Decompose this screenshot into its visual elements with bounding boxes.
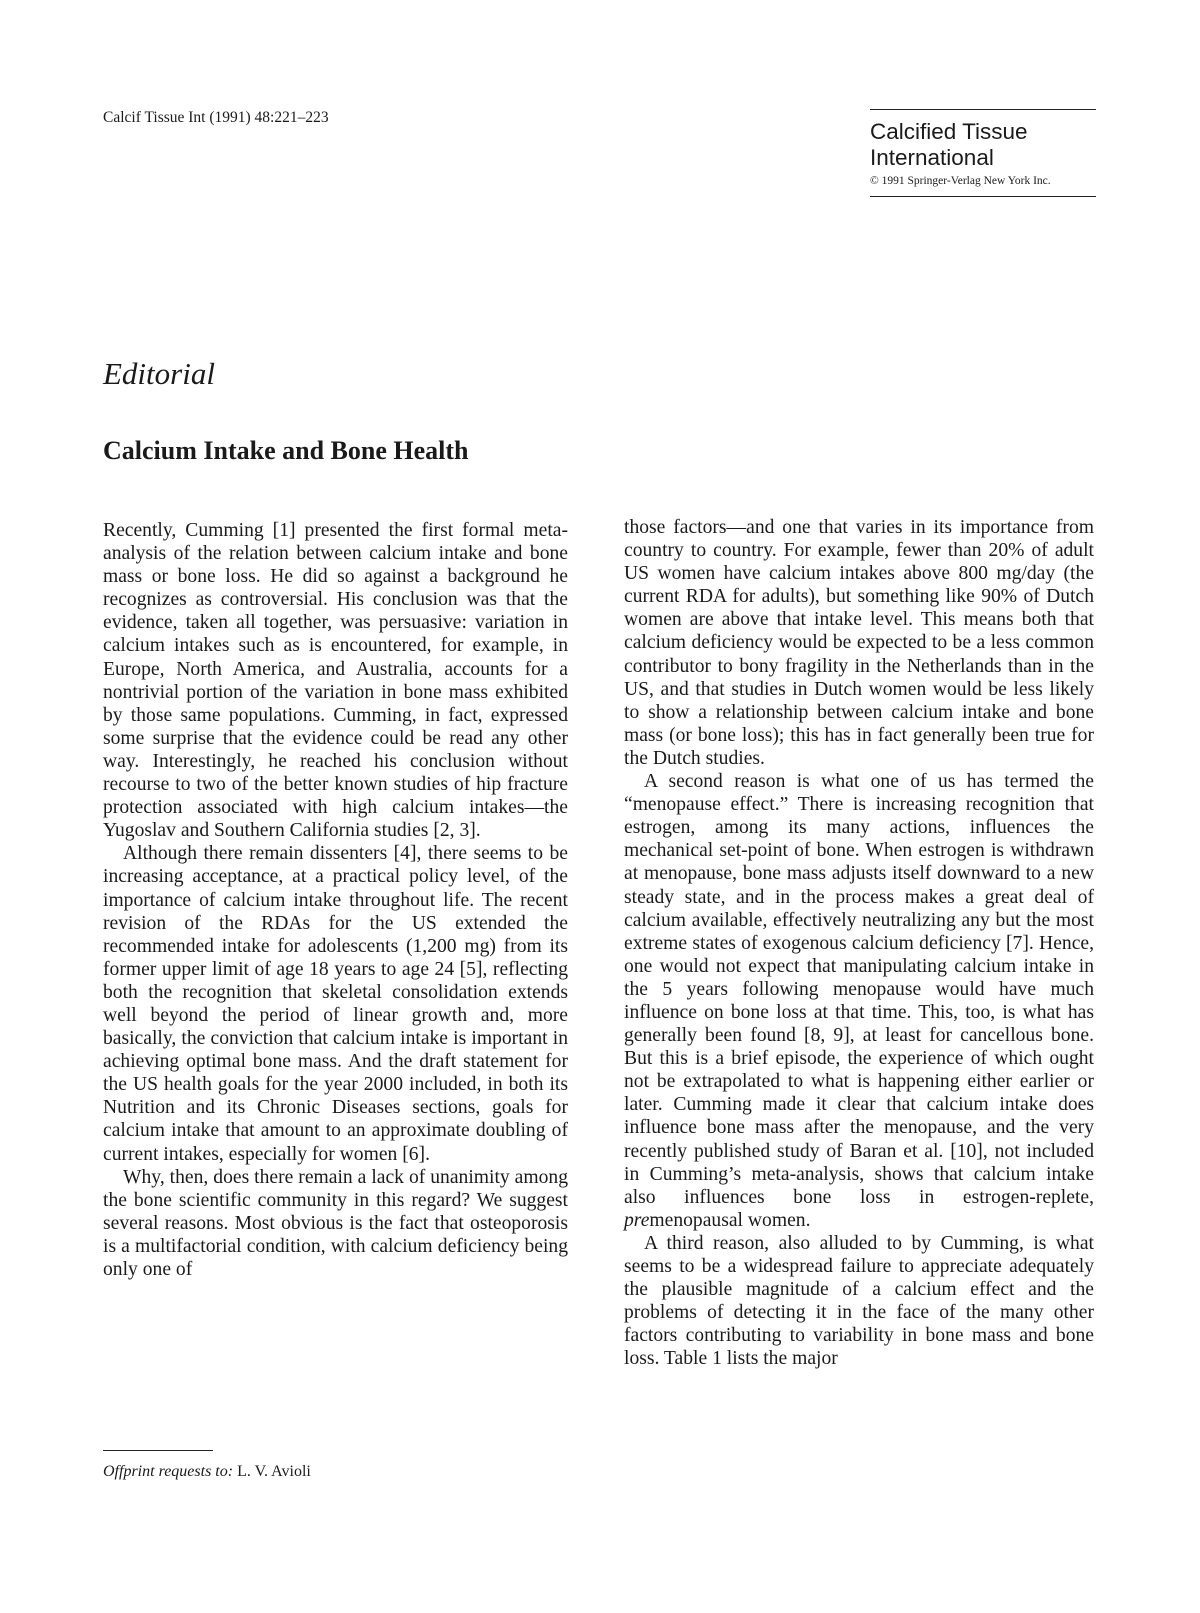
journal-citation: Calcif Tissue Int (1991) 48:221–223 xyxy=(103,109,329,126)
footnote xyxy=(103,1463,311,1481)
emphasis-text: pre xyxy=(624,1209,650,1231)
paragraph: A third reason, also alluded to by Cumming, is what seems to be a widespread failure to appreciate adequately the plausible magnitude of a calcium effect and the problems of detecting it in the face of the many other factors contributing to variability in bone mass and bone loss. Table 1 lists the major xyxy=(624,1232,1094,1370)
journal-name xyxy=(870,119,1096,171)
masthead-top-rule xyxy=(870,109,1096,110)
right-column xyxy=(624,516,1094,1370)
paragraph: Recently, Cumming [1] presented the first formal meta-analysis of the relation between calcium intake and bone mass or bone loss. He did so against a background he recognizes as controversial. His conclusion was that the evidence, taken all together, was persuasive: variation in calcium intakes such as is encountered, for example, in Europe, North America, and Australia, accounts for a nontrivial portion of the variation in bone mass exhibited by those same populations. Cumming, in fact, expressed some surprise that the evidence could be read any other way. Interestingly, he reached his conclusion without recourse to two of the better known studies of hip fracture protection associated with high calcium intakes—the Yugoslav and Southern California studies [2, 3]. xyxy=(103,520,568,842)
footnote-name: L. V. Avioli xyxy=(237,1463,311,1480)
masthead-bottom-rule xyxy=(870,196,1096,197)
footnote-label: Offprint requests to: xyxy=(103,1463,234,1480)
journal-name-line1: Calcified Tissue xyxy=(870,119,1028,144)
paragraph xyxy=(624,770,1094,1232)
paragraph: those factors—and one that varies in its importance from country to country. For example, fewer than 20% of adult US women have calcium intakes above 800 mg/day (the current RDA for adults), but something like 90% of Dutch women are above that intake level. This means both that calcium deficiency would be expected to be a less common contributor to bony fragility in the Netherlands than in the US, and that studies in Dutch women would be less likely to show a relationship between calcium intake and bone mass (or bone loss); this has in fact generally been true for the Dutch studies. xyxy=(624,517,1094,769)
article-title: Calcium Intake and Bone Health xyxy=(103,436,469,465)
left-column xyxy=(103,519,568,1281)
journal-masthead xyxy=(870,109,1096,197)
section-label: Editorial xyxy=(103,356,215,391)
copyright-notice: © 1991 Springer-Verlag New York Inc. xyxy=(870,175,1051,187)
paragraph: Although there remain dissenters [4], there seems to be increasing acceptance, at a practical policy level, of the importance of calcium intake throughout life. The recent revision of the RDAs for the US extended the recommended intake for adolescents (1,200 mg) from its former upper limit of age 18 years to age 24 [5], reflecting both the recognition that skeletal consolidation extends well beyond the period of linear growth and, more basically, the conviction that calcium intake is important in achieving optimal bone mass. And the draft statement for the US health goals for the year 2000 included, in both its Nutrition and its Chronic Diseases sections, goals for calcium intake that amount to an approximate doubling of current intakes, especially for women [6]. xyxy=(103,843,568,1165)
paragraph: Why, then, does there remain a lack of unanimity among the bone scientific community in this regard? We suggest several reasons. Most obvious is the fact that osteoporosis is a multifactorial condition, with calcium deficiency being only one of xyxy=(103,1166,568,1280)
paragraph-text: A second reason is what one of us has termed the “menopause effect.” There is increasing recognition that estrogen, among its many actions, influences the mechanical set-point of bone. When estrogen is withdrawn at menopause, bone mass adjusts itself downward to a new steady state, and in the process makes a great deal of calcium available, effectively neutralizing any but the most extreme states of exogenous calcium deficiency [7]. Hence, one would not expect that manipulating calcium intake in the 5 years following menopause would have much influence on bone loss at that time. This, too, is what has generally been found [8, 9], at least for cancellous bone. But this is a brief episode, the experience of which ought not be extrapolated to what is happening either earlier or later. Cumming made it clear that calcium intake does influence bone mass after the menopause, and the very recently published study of Baran et al. [10], not included in Cumming’s meta-analysis, shows that calcium intake also influences bone loss in estrogen-replete, xyxy=(624,771,1094,1208)
paragraph-text: menopausal women. xyxy=(649,1209,811,1231)
journal-name-line2: International xyxy=(870,145,994,170)
footnote-rule xyxy=(103,1450,213,1451)
